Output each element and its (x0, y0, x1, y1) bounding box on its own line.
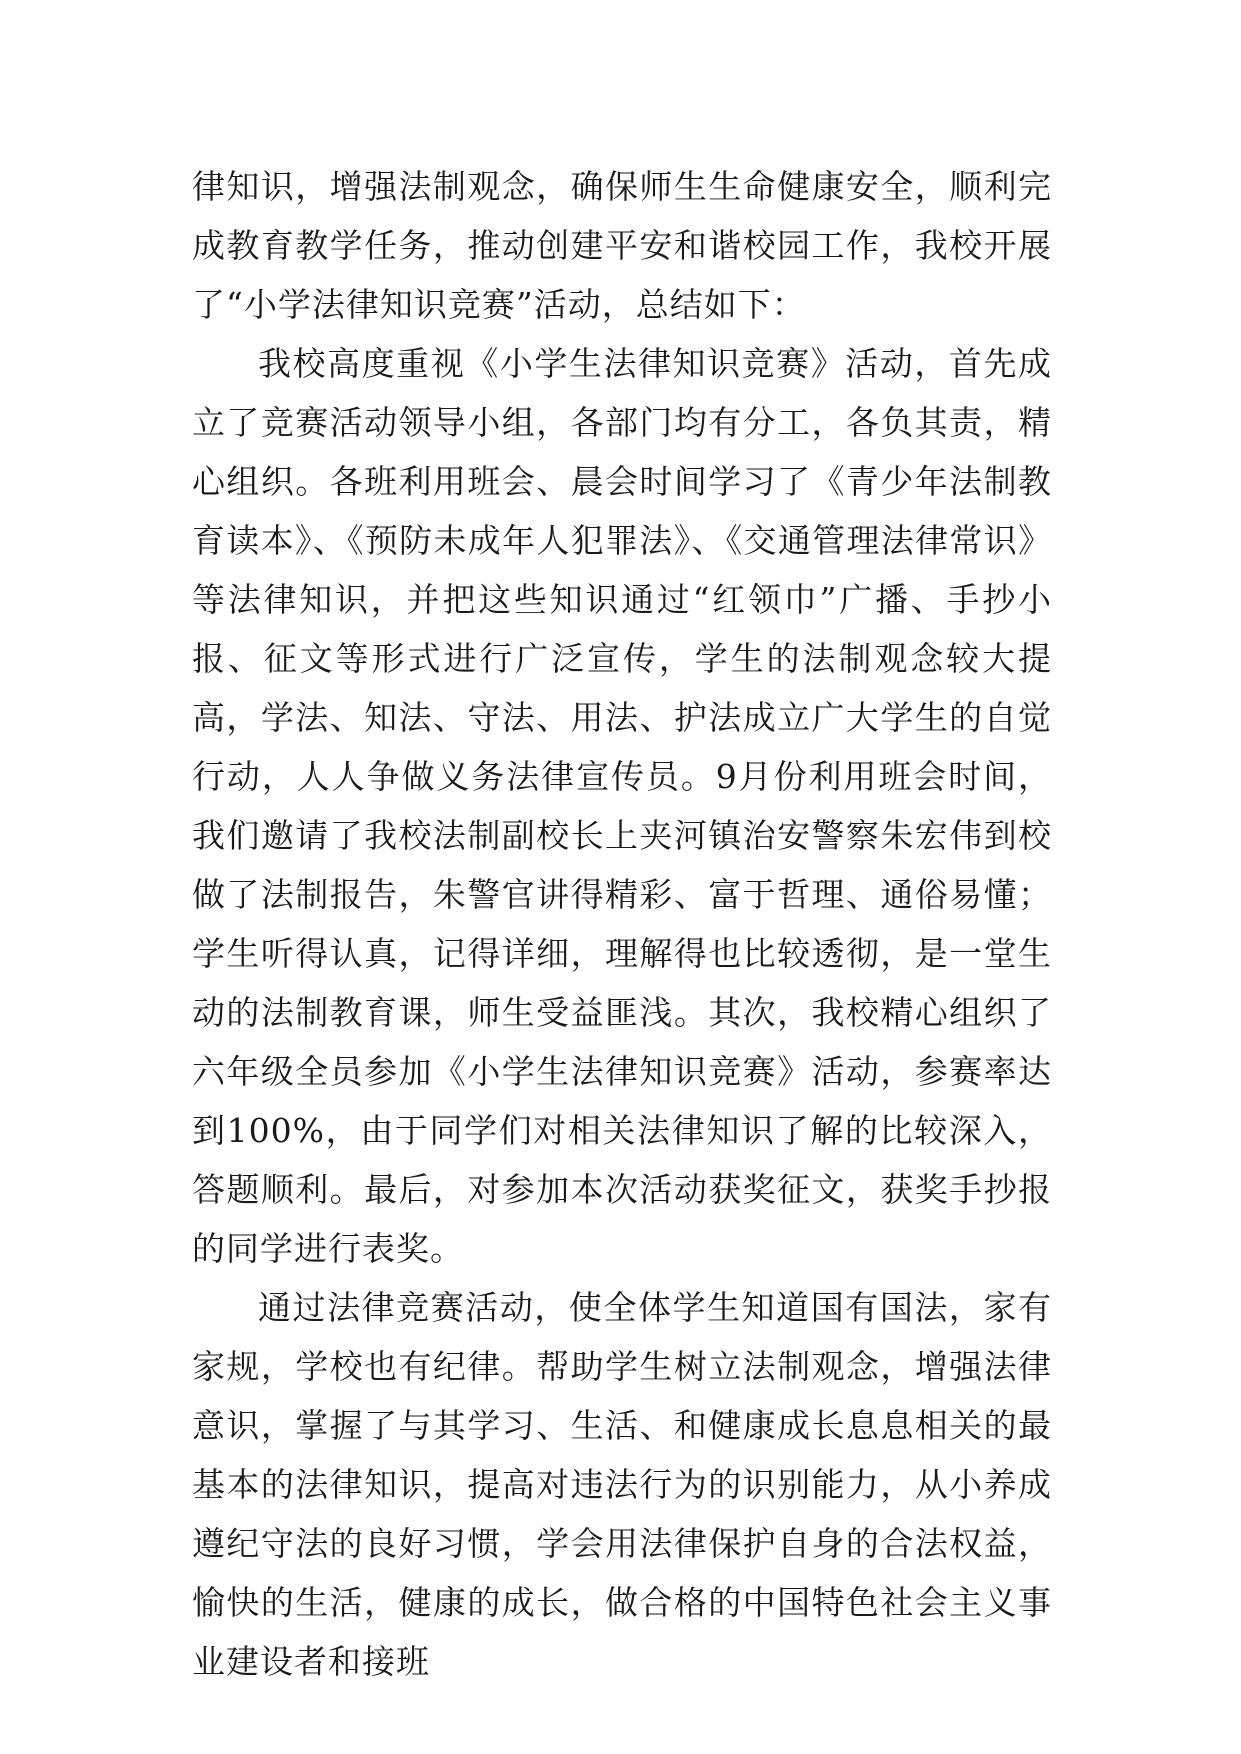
paragraph-activities: 我校高度重视《小学生法律知识竞赛》活动，首先成立了竞赛活动领导小组，各部门均有分工，各负其责，精心组织。各班利用班会、晨会时间学习了《青少年法制教育读本》、《预防未成年人犯罪法》、《交通管理法律常识》等法律知识，并把这些知识通过“红领巾”广播、手抄小报、征文等形式进行广泛宣传，学生的法制观念较大提高，学法、知法、守法、用法、护法成立广大学生的自觉行动，人人争做义务法律宣传员。9月份利用班会时间，我们邀请了我校法制副校长上夹河镇治安警察朱宏伟到校做了法制报告，朱警官讲得精彩、富于哲理、通俗易懂；学生听得认真，记得详细，理解得也比较透彻，是一堂生动的法制教育课，师生受益匪浅。其次，我校精心组织了六年级全员参加《小学生法律知识竞赛》活动，参赛率达到100%，由于同学们对相关法律知识了解的比较深入，答题顺利。最后，对参加本次活动获奖征文，获奖手抄报的同学进行表奖。 (192, 344, 1052, 1268)
paragraph-intro-continuation: 律知识，增强法制观念，确保师生生命健康安全，顺利完成教育教学任务，推动创建平安和谐校园工作，我校开展了“小学法律知识竞赛”活动，总结如下： (192, 167, 1052, 324)
document-body (192, 157, 1052, 1691)
paragraph-outcomes: 通过法律竞赛活动，使全体学生知道国有国法，家有家规，学校也有纪律。帮助学生树立法制观念，增强法律意识，掌握了与其学习、生活、和健康成长息息相关的最基本的法律知识，提高对违法行为的识别能力，从小养成遵纪守法的良好习惯，学会用法律保护自身的合法权益，愉快的生活，健康的成长，做合格的中国特色社会主义事业建设者和接班 (192, 1288, 1052, 1681)
